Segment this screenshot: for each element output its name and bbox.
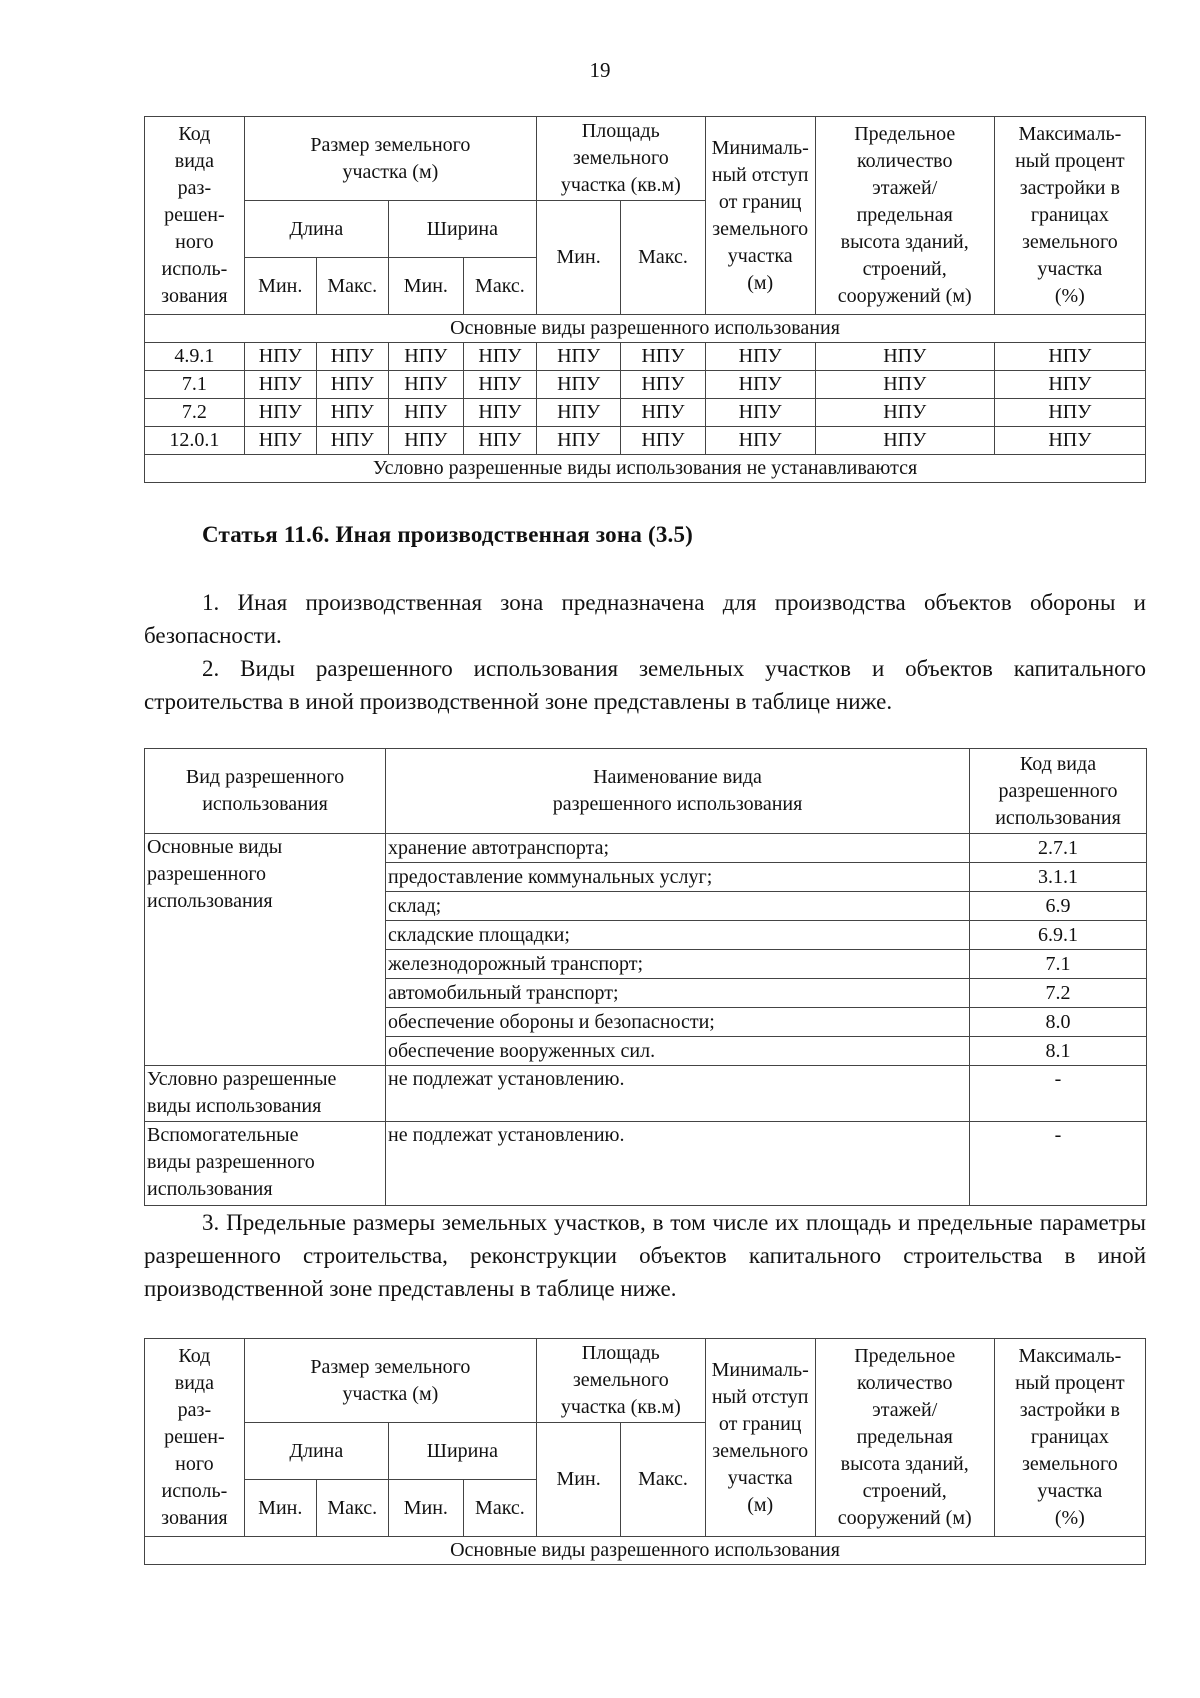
header-width-min: Мин. xyxy=(388,258,463,315)
use-name: хранение автотранспорта; xyxy=(386,834,970,863)
use-name: предоставление коммунальных услуг; xyxy=(386,863,970,892)
header-width-max: Макс. xyxy=(463,258,536,315)
header-area: Площадь земельного участка (кв.м) xyxy=(536,1339,705,1423)
table-row: 7.2 НПУ НПУ НПУ НПУ НПУ НПУ НПУ НПУ НПУ xyxy=(145,399,1146,427)
header-length-min: Мин. xyxy=(244,258,316,315)
section-main-label: Основные виды разрешенного использования xyxy=(145,315,1146,343)
paragraph-2: 2. Виды разрешенного использования земельных участков и объектов капитального строительства в иной производственной зоне представлены в таблице ниже. xyxy=(144,656,1146,714)
header-use-code: Код вида разрешенного использования xyxy=(970,749,1147,834)
header-area: Площадь земельного участка (кв.м) xyxy=(536,117,705,201)
header-setback: Минималь- ный отступ от границ земельного участка (м) xyxy=(705,1339,815,1537)
header-size: Размер земельного участка (м) xyxy=(244,1339,536,1423)
conditional-uses-code: - xyxy=(970,1066,1147,1122)
article-title: Статья 11.6. Иная производственная зона (3.5) xyxy=(202,522,694,547)
table-row: 12.0.1 НПУ НПУ НПУ НПУ НПУ НПУ НПУ НПУ НПУ xyxy=(145,427,1146,455)
header-length-min: Мин. xyxy=(244,1480,316,1537)
use-name: склад; xyxy=(386,892,970,921)
page-number: 19 xyxy=(589,58,611,82)
header-area-max: Макс. xyxy=(621,201,705,315)
header-use-name: Наименование вида разрешенного использования xyxy=(386,749,970,834)
paragraph-3: 3. Предельные размеры земельных участков, в том числе их площадь и предельные параметры разрешенного строительства, реконструкции объектов капитального строительства в иной производственной зоне представлены в таблице ниже. xyxy=(144,1210,1146,1301)
table-row: 4.9.1 НПУ НПУ НПУ НПУ НПУ НПУ НПУ НПУ НПУ xyxy=(145,343,1146,371)
header-length-max: Макс. xyxy=(316,258,388,315)
use-code: 7.2 xyxy=(970,979,1147,1008)
params-table-2 xyxy=(144,1338,1146,1565)
header-width: Ширина xyxy=(388,1423,536,1480)
paragraph-1: 1. Иная производственная зона предназначена для производства объектов обороны и безопасности. xyxy=(144,590,1146,648)
section-main-label: Основные виды разрешенного использования xyxy=(145,1537,1146,1565)
conditional-uses-name: не подлежат установлению. xyxy=(386,1066,970,1122)
header-size: Размер земельного участка (м) xyxy=(244,117,536,201)
use-code: 3.1.1 xyxy=(970,863,1147,892)
section-conditional-label: Условно разрешенные виды использования не устанавливаются xyxy=(145,455,1146,483)
use-name: складские площадки; xyxy=(386,921,970,950)
header-area-min: Мин. xyxy=(536,1423,620,1537)
header-coverage: Максималь- ный процент застройки в границах земельного участка (%) xyxy=(994,117,1145,315)
header-floors: Предельное количество этажей/ предельная высота зданий, строений, сооружений (м) xyxy=(815,117,994,315)
header-code: Код вида раз- решен- ного исполь- зования xyxy=(145,1339,245,1537)
header-code: Код вида раз- решен- ного исполь- зования xyxy=(145,117,245,315)
permitted-use-table xyxy=(144,748,1147,1206)
auxiliary-uses-label: Вспомогательные виды разрешенного использования xyxy=(145,1122,386,1206)
main-uses-label: Основные виды разрешенного использования xyxy=(145,834,386,1066)
header-width: Ширина xyxy=(388,201,536,258)
conditional-uses-label: Условно разрешенные виды использования xyxy=(145,1066,386,1122)
use-code: 8.0 xyxy=(970,1008,1147,1037)
header-area-max: Макс. xyxy=(621,1423,705,1537)
header-width-max: Макс. xyxy=(463,1480,536,1537)
header-coverage: Максималь- ный процент застройки в границах земельного участка (%) xyxy=(994,1339,1145,1537)
auxiliary-uses-code: - xyxy=(970,1122,1147,1206)
use-name: обеспечение обороны и безопасности; xyxy=(386,1008,970,1037)
header-use-type: Вид разрешенного использования xyxy=(145,749,386,834)
table-row: 7.1 НПУ НПУ НПУ НПУ НПУ НПУ НПУ НПУ НПУ xyxy=(145,371,1146,399)
use-code: 7.1 xyxy=(970,950,1147,979)
header-length: Длина xyxy=(244,201,388,258)
header-length-max: Макс. xyxy=(316,1480,388,1537)
header-setback: Минималь- ный отступ от границ земельного участка (м) xyxy=(705,117,815,315)
header-width-min: Мин. xyxy=(388,1480,463,1537)
use-name: автомобильный транспорт; xyxy=(386,979,970,1008)
use-code: 2.7.1 xyxy=(970,834,1147,863)
params-table-1 xyxy=(144,116,1146,483)
use-code: 6.9 xyxy=(970,892,1147,921)
header-floors: Предельное количество этажей/ предельная высота зданий, строений, сооружений (м) xyxy=(815,1339,994,1537)
auxiliary-uses-name: не подлежат установлению. xyxy=(386,1122,970,1206)
header-length: Длина xyxy=(244,1423,388,1480)
use-code: 8.1 xyxy=(970,1037,1147,1066)
use-code: 6.9.1 xyxy=(970,921,1147,950)
header-area-min: Мин. xyxy=(536,201,620,315)
use-name: обеспечение вооруженных сил. xyxy=(386,1037,970,1066)
use-name: железнодорожный транспорт; xyxy=(386,950,970,979)
